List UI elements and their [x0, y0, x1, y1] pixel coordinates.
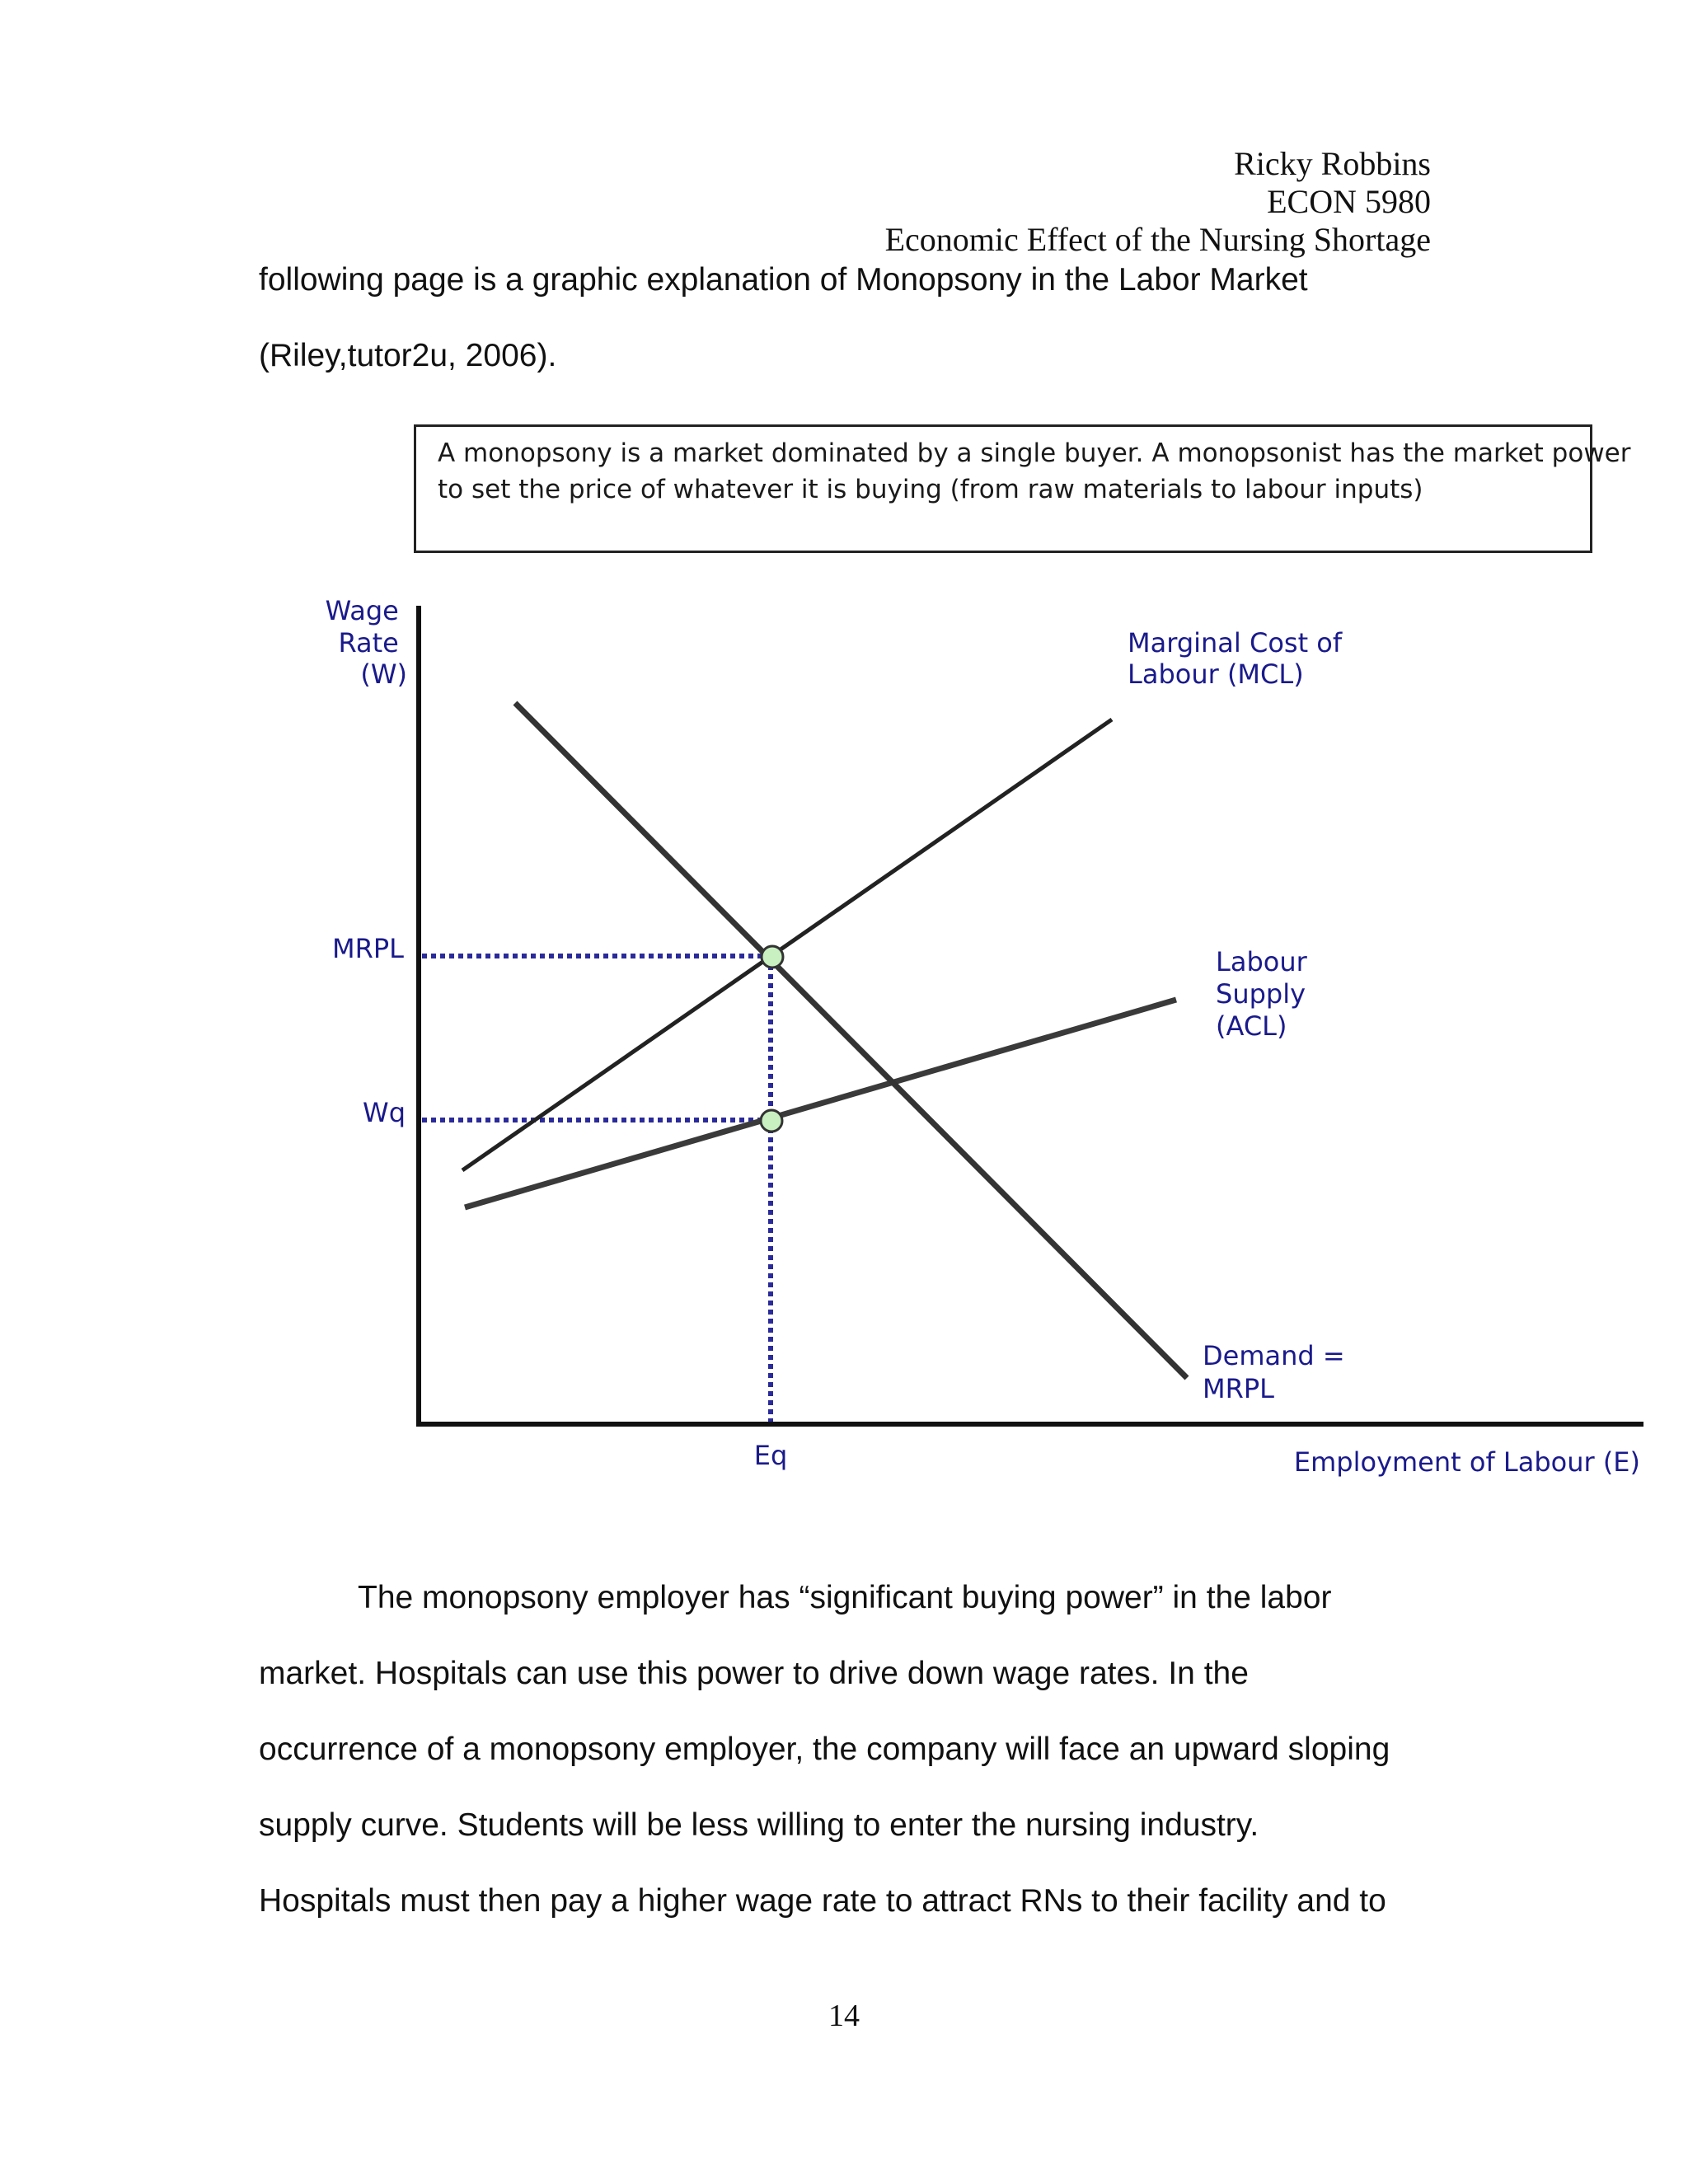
mcl-curve	[462, 719, 1112, 1170]
header-course: ECON 5980	[1267, 183, 1431, 220]
page-number: 14	[828, 1999, 860, 2033]
mrpl-tick-label: MRPL	[332, 933, 404, 964]
intro-citation: (Riley,tutor2u, 2006).	[259, 338, 557, 373]
body-line-4: supply curve. Students will be less willing to enter the nursing industry.	[259, 1807, 1259, 1843]
x-axis-label: Employment of Labour (E)	[1293, 1446, 1640, 1478]
body-line-1: The monopsony employer has “significant buying power” in the labor	[358, 1580, 1332, 1615]
definition-line-1: A monopsony is a market dominated by a single buyer. A monopsonist has the market power	[438, 438, 1631, 468]
mcl-label: Marginal Cost of Labour (MCL)	[1128, 627, 1343, 690]
labour-supply-label: Labour Supply (ACL)	[1216, 946, 1307, 1042]
header-paper-title: Economic Effect of the Nursing Shortage	[884, 221, 1431, 258]
demand-curve	[515, 703, 1187, 1378]
eq-tick-label: Eq	[753, 1440, 788, 1471]
labour-supply-curve	[465, 1000, 1176, 1207]
wq-point	[761, 1110, 782, 1132]
mrpl-point	[762, 946, 783, 968]
body-line-3: occurrence of a monopsony employer, the company will face an upward sloping	[259, 1732, 1390, 1767]
definition-line-2: to set the price of whatever it is buying (from raw materials to labour inputs)	[438, 475, 1423, 504]
body-line-5: Hospitals must then pay a higher wage rate to attract RNs to their facility and to	[259, 1883, 1386, 1919]
header-author: Ricky Robbins	[1234, 145, 1431, 182]
demand-label: Demand = MRPL	[1203, 1340, 1345, 1404]
body-line-2: market. Hospitals can use this power to drive down wage rates. In the	[259, 1656, 1249, 1691]
wq-tick-label: Wq	[363, 1097, 406, 1128]
y-axis-label: Wage Rate (W)	[325, 595, 407, 690]
intro-line-1: following page is a graphic explanation of Monopsony in the Labor Market	[259, 262, 1308, 298]
